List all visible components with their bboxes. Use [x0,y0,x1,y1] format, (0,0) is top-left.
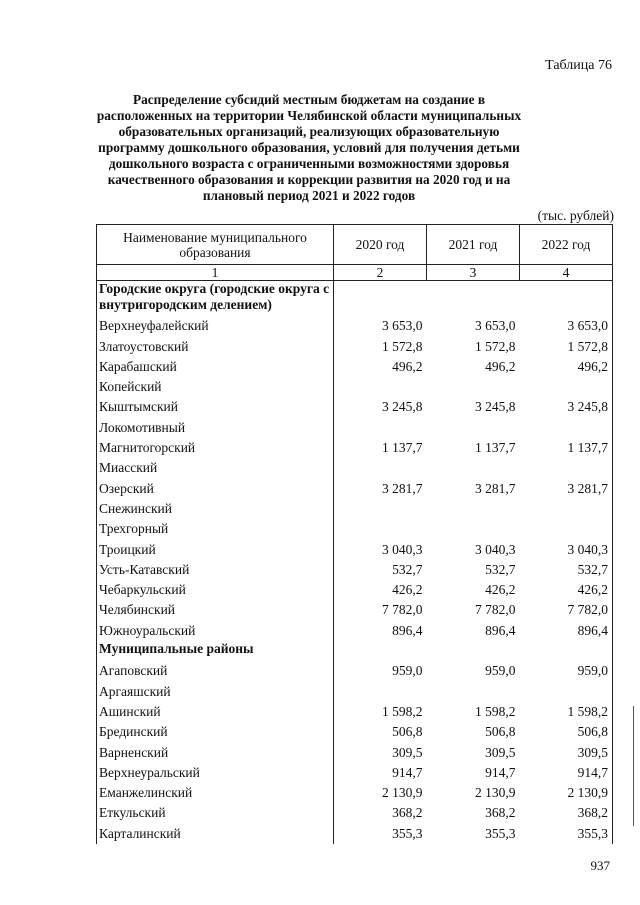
value-2022: 896,4 [520,620,613,640]
value-2022 [520,681,613,701]
municipality-name: Кыштымский [97,397,334,417]
value-2021: 1 137,7 [475,440,516,456]
value-2020: 3 653,0 [334,316,427,336]
empty-cell [427,281,520,317]
column-number: 3 [427,265,520,281]
table-row [97,458,613,478]
value-2020: 2 130,9 [334,783,427,803]
municipality-name: Чебаркульский [97,580,334,600]
value-2021: 426,2 [485,582,516,598]
header-municipality: Наименование муниципального образования [97,225,334,265]
header-2021: 2021 год [427,225,520,265]
value-2022: 1 137,7 [520,438,613,458]
value-2021 [427,681,520,701]
table-row [97,742,613,762]
value-2022: 7 782,0 [520,600,613,620]
value-2020: 3 040,3 [334,539,427,559]
municipality-name: Агаповский [97,661,334,681]
value-2020: 368,2 [334,803,427,823]
value-2020: 7 782,0 [334,600,427,620]
table-label: Таблица 76 [545,58,612,73]
municipality-name: Копейский [97,377,334,397]
value-2021: 309,5 [485,744,516,760]
value-2022 [520,519,613,539]
table-body [97,281,613,844]
table-row [97,539,613,559]
value-2021: 3 281,7 [475,480,516,496]
table-row [97,620,613,640]
table-row [97,681,613,701]
value-2022: 3 245,8 [520,397,613,417]
table-row [97,661,613,681]
municipality-name: Еманжелинский [97,783,334,803]
municipality-name: Карабашский [97,357,334,377]
page-number: 937 [590,858,610,873]
value-2021: 532,7 [485,561,516,577]
value-2021: 914,7 [485,764,516,780]
value-2021 [427,499,520,519]
value-2021: 3 653,0 [475,318,516,334]
table-row [97,478,613,498]
header-2020: 2020 год [334,225,427,265]
value-2020: 3 245,8 [334,397,427,417]
table-row [97,803,613,823]
value-2022 [520,417,613,437]
column-number: 2 [334,265,427,281]
value-2021: 959,0 [485,663,516,679]
municipality-name: Озерский [97,478,334,498]
municipality-name: Карталинский [97,823,334,843]
value-2022: 3 040,3 [520,539,613,559]
value-2021 [427,417,520,437]
value-2020: 309,5 [334,742,427,762]
municipality-name: Локомотивный [97,417,334,437]
value-2020 [334,681,427,701]
table-row [97,560,613,580]
value-2020: 355,3 [334,823,427,843]
value-2021 [427,377,520,397]
table-row [97,519,613,539]
municipality-name: Южноуральский [97,620,334,640]
value-2021 [427,519,520,539]
municipality-name: Златоустовский [97,336,334,356]
document-title: Распределение субсидий местным бюджетам на создание в расположенных на территории Челябинской области муниципальных образовательных организаций, реализующих образовательную программу дошкольного образования, условий для получения детьми дошкольного возраста с ограниченными возможностями здоровья качественного образования и коррекции развития на 2020 год и на плановый период 2021 и 2022 годов [96,92,522,203]
table-row [97,499,613,519]
municipality-name: Варненский [97,742,334,762]
value-2020 [334,499,427,519]
value-2022: 2 130,9 [520,783,613,803]
value-2020: 532,7 [334,560,427,580]
municipality-name: Усть-Катавский [97,560,334,580]
empty-cell [334,641,427,661]
value-2021: 368,2 [485,805,516,821]
value-2022: 959,0 [520,661,613,681]
value-2020: 506,8 [334,722,427,742]
value-2022: 355,3 [520,823,613,843]
value-2020: 1 137,7 [334,438,427,458]
value-2020: 496,2 [334,357,427,377]
value-2020 [334,519,427,539]
municipality-name: Аргаяшский [97,681,334,701]
value-2022: 914,7 [520,763,613,783]
table-row [97,417,613,437]
value-2022: 1 598,2 [520,702,613,722]
column-number-row [97,265,613,281]
value-2020: 1 598,2 [334,702,427,722]
municipality-name: Троицкий [97,539,334,559]
table-row [97,722,613,742]
municipality-name: Брединский [97,722,334,742]
value-2022: 506,8 [520,722,613,742]
table-row [97,377,613,397]
value-2021: 3 040,3 [475,541,516,557]
municipality-name: Миасский [97,458,334,478]
value-2021: 506,8 [485,724,516,740]
value-2022: 3 653,0 [520,316,613,336]
municipality-name: Верхнеуральский [97,763,334,783]
header-row [97,225,613,265]
table-row [97,316,613,336]
table-row [97,357,613,377]
empty-cell [520,281,613,317]
table-row [97,580,613,600]
municipality-name: Трехгорный [97,519,334,539]
column-number: 1 [97,265,334,281]
municipality-name: Челябинский [97,600,334,620]
value-2021: 496,2 [485,358,516,374]
value-2022 [520,499,613,519]
empty-cell [520,641,613,661]
table-row [97,397,613,417]
value-2020: 3 281,7 [334,478,427,498]
value-2020: 914,7 [334,763,427,783]
value-2022: 496,2 [520,357,613,377]
value-2021: 1 572,8 [475,338,516,354]
value-2022: 532,7 [520,560,613,580]
value-2020 [334,458,427,478]
value-2021: 2 130,9 [475,785,516,801]
value-2020 [334,377,427,397]
value-2020: 959,0 [334,661,427,681]
value-2022: 1 572,8 [520,336,613,356]
value-2020: 896,4 [334,620,427,640]
value-2020: 1 572,8 [334,336,427,356]
municipality-name: Еткульский [97,803,334,823]
table-row [97,600,613,620]
section-title: Городские округа (городские округа с внутригородским делением) [97,281,334,317]
section-row [97,281,613,317]
header-2022: 2022 год [520,225,613,265]
section-row [97,641,613,661]
table-row [97,763,613,783]
value-2021: 355,3 [485,825,516,841]
subsidy-table [96,224,613,844]
value-2021: 7 782,0 [475,602,516,618]
value-2020: 426,2 [334,580,427,600]
table-row [97,823,613,843]
empty-cell [334,281,427,317]
units-label: (тыс. рублей) [537,208,614,223]
value-2022 [520,458,613,478]
section-title: Муниципальные районы [97,641,334,661]
value-2021 [427,458,520,478]
municipality-name: Верхнеуфалейский [97,316,334,336]
page-edge-line [633,706,634,826]
table-row [97,336,613,356]
column-number: 4 [520,265,613,281]
municipality-name: Магнитогорский [97,438,334,458]
value-2021: 896,4 [485,622,516,638]
value-2021: 1 598,2 [475,703,516,719]
empty-cell [427,641,520,661]
municipality-name: Ашинский [97,702,334,722]
value-2022: 426,2 [520,580,613,600]
value-2020 [334,417,427,437]
value-2022: 309,5 [520,742,613,762]
value-2021: 3 245,8 [475,399,516,415]
municipality-name: Снежинский [97,499,334,519]
table-row [97,702,613,722]
value-2022: 3 281,7 [520,478,613,498]
table-row [97,783,613,803]
table-row [97,438,613,458]
value-2022: 368,2 [520,803,613,823]
value-2022 [520,377,613,397]
